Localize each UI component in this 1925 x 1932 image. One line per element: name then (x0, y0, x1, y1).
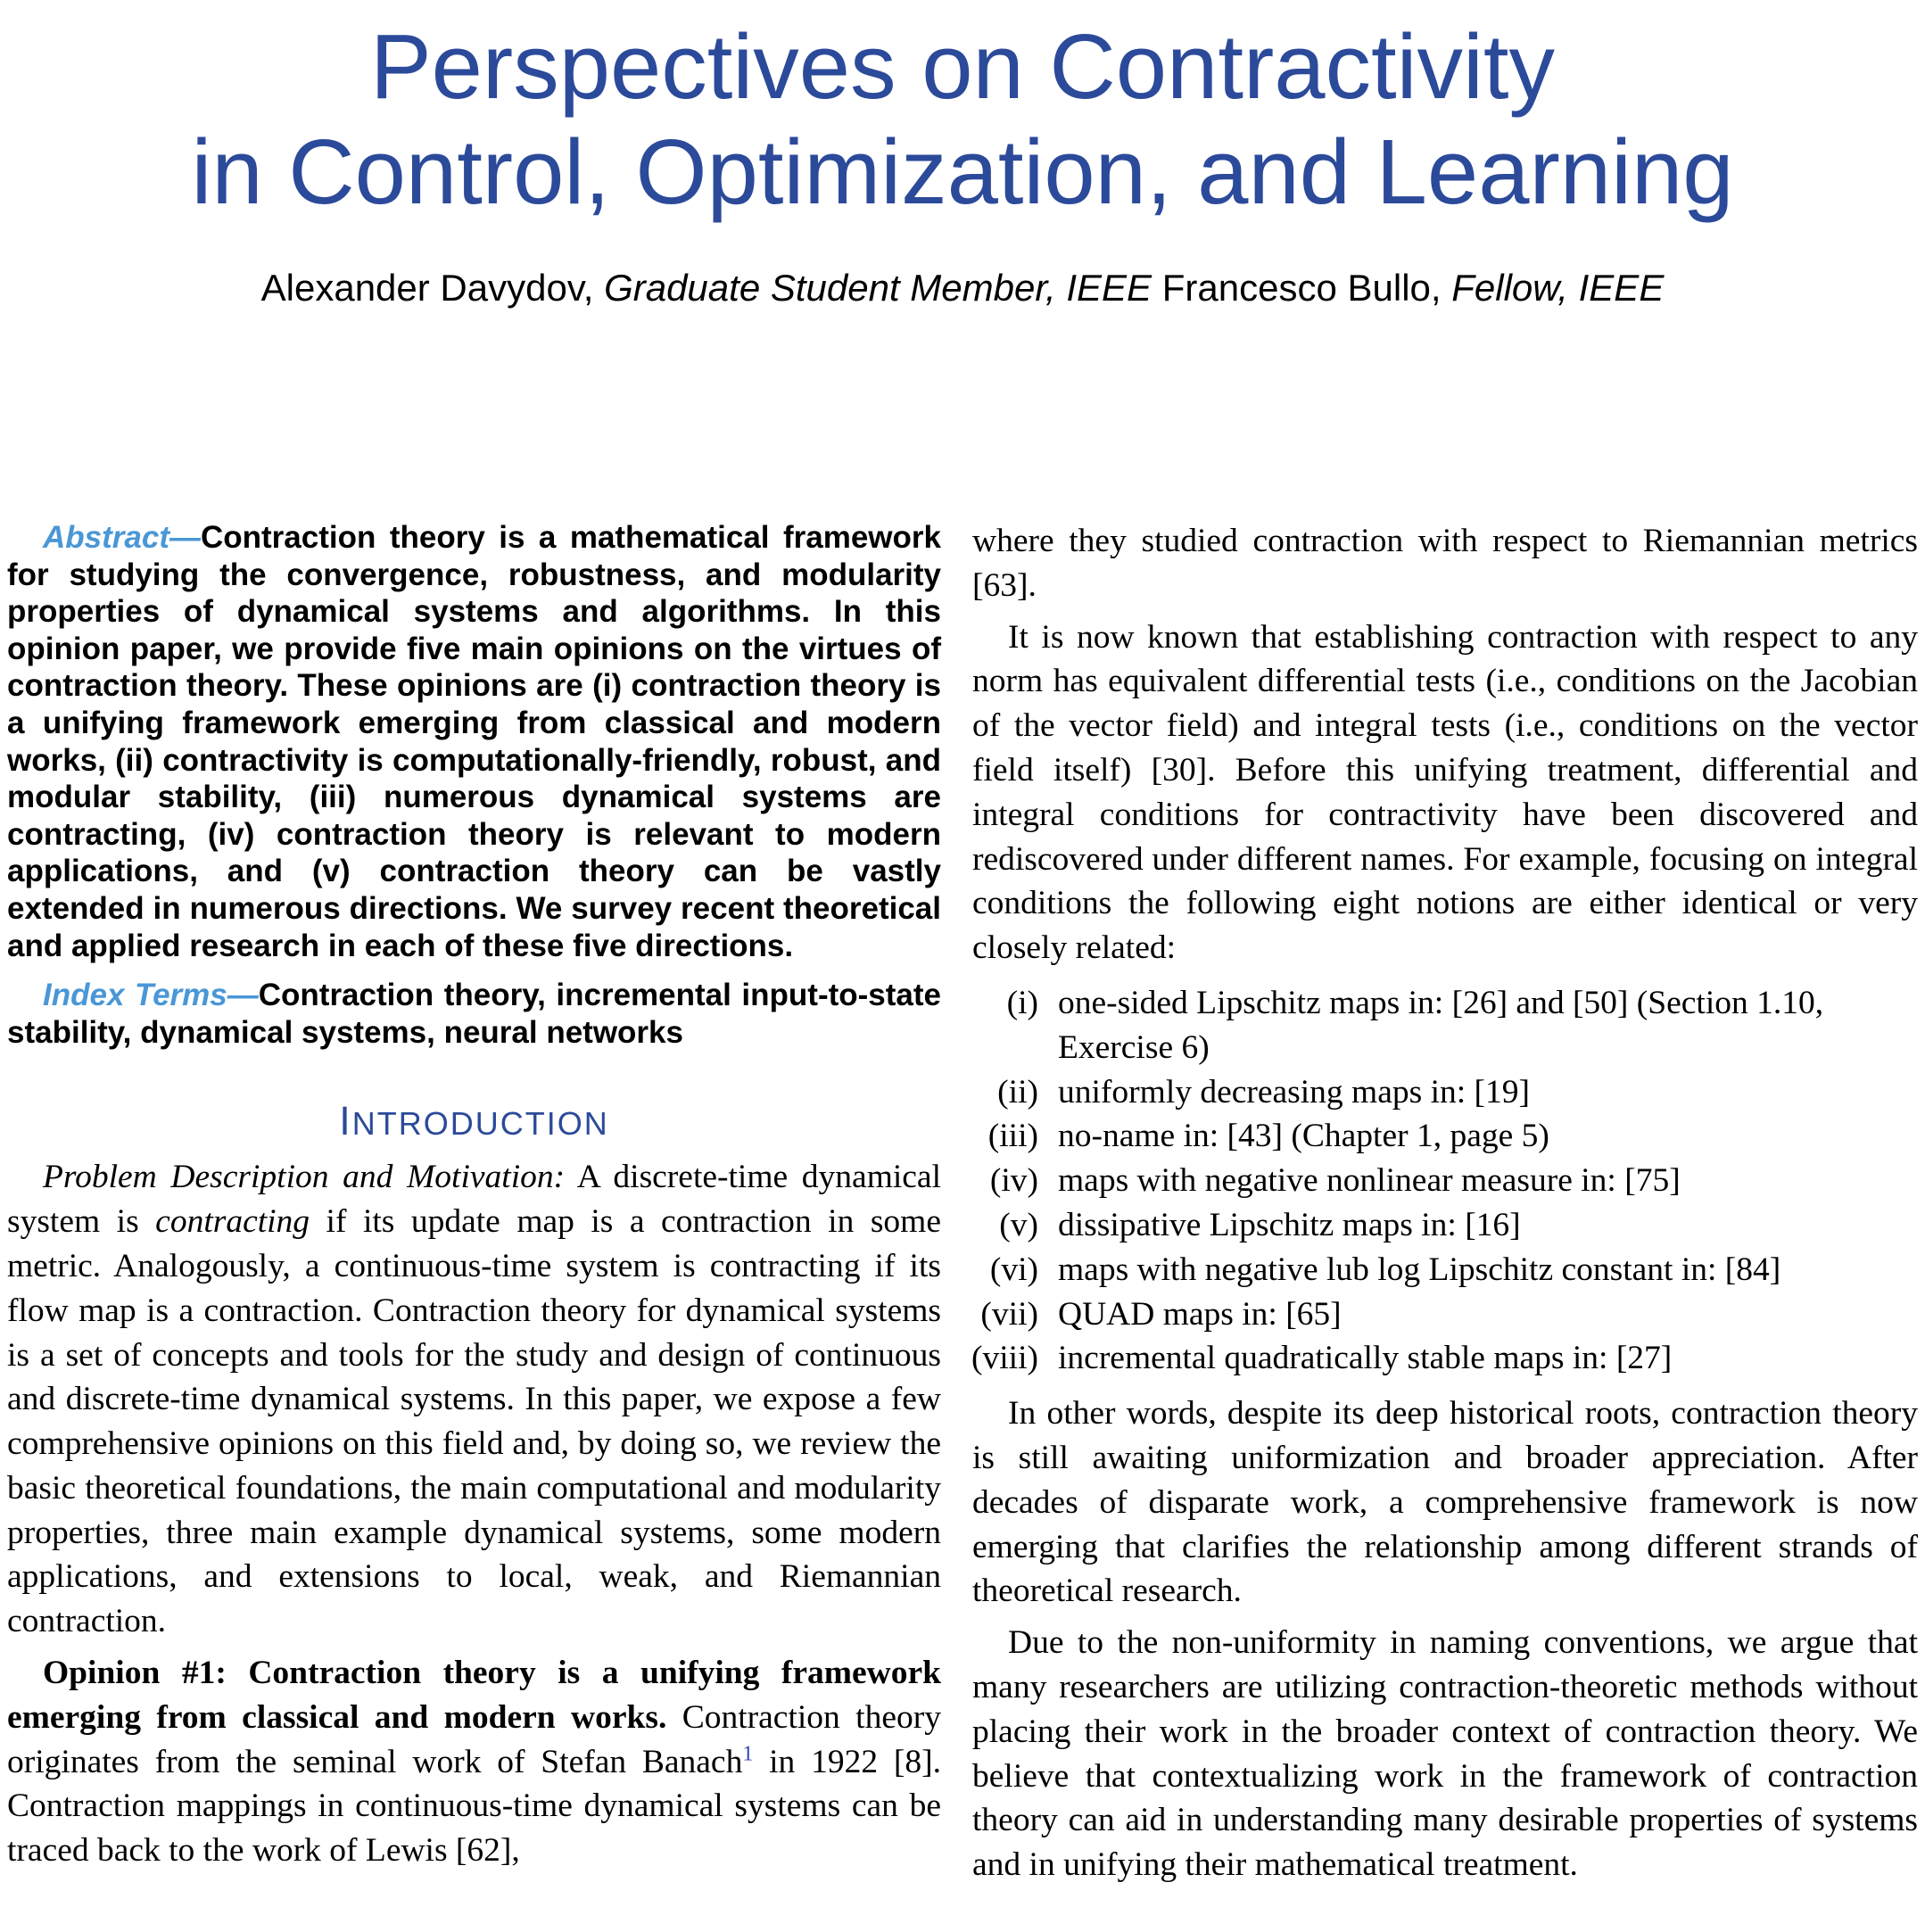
index-terms-label: Index Terms— (43, 978, 259, 1013)
list-item-number: (v) (999, 1206, 1038, 1243)
right-column (972, 519, 1918, 1887)
index-terms-text: Contraction theory, incremental input-to-state stability, dynamical systems, neural networks (7, 978, 941, 1050)
abstract-label: Abstract— (43, 520, 201, 555)
paragraph-lead: Problem Description and Motivation: (43, 1159, 566, 1196)
abstract (7, 519, 941, 964)
list-item (972, 1114, 1918, 1159)
author-2-name: Francesco Bullo, (1161, 267, 1442, 309)
intro-paragraph-2 (7, 1651, 941, 1873)
author-2-role: Fellow, IEEE (1451, 267, 1665, 309)
right-paragraph-3: In other words, despite its deep historical roots, contraction theory is still awaiting uniformization and broader appreciation. After decades of disparate work, a comprehensive framework is now emerging that clarifies the relationship among different strands of theoretical research. (972, 1395, 1918, 1610)
right-paragraph-2: It is now known that establishing contraction with respect to any norm has equivalent differential tests (i.e., conditions on the Jacobian of the vector field) and integral tests (i.e., conditions on the vector field itself) [30]. Before this unifying treatment, differential and integral conditions for contractivity have been discovered and rediscovered under different names. For example, focusing on integral conditions the following eight notions are either identical or very closely related: (972, 618, 1918, 967)
list-item-number: (vi) (989, 1251, 1038, 1288)
right-paragraph-1: where they studied contraction with respect to Riemannian metrics [63]. (972, 523, 1918, 604)
notions-list (972, 981, 1918, 1381)
list-item-text: maps with negative nonlinear measure in: [75] (1058, 1162, 1681, 1200)
author-1-name: Alexander Davydov, (260, 267, 594, 309)
list-item-number: (viii) (971, 1340, 1038, 1377)
list-item-number: (iii) (987, 1118, 1038, 1155)
section-rest: NTRODUCTION (351, 1105, 609, 1143)
right-paragraph-4: Due to the non-uniformity in naming conventions, we argue that many researchers are utilizing contraction-theoretic methods without placing their work in the broader context of contraction theory. We believe that contextualizing work in the framework of contraction theory can aid in understanding many desirable properties of systems and in unifying their mathematical treatment. (972, 1624, 1918, 1884)
index-terms (7, 977, 941, 1051)
section-initial: I (339, 1098, 352, 1144)
list-item-text: incremental quadratically stable maps in: [27] (1058, 1340, 1673, 1377)
intro-paragraph-1 (7, 1155, 941, 1644)
emphasis-text: contracting (155, 1203, 310, 1241)
list-item (972, 1159, 1918, 1203)
paragraph-text: if its update map is a contraction in some metric. Analogously, a continuous-time system is contracting if its flow map is a contraction. Contraction theory for dynamical systems is a set of concepts and tools for the study and design of continuous and discrete-time dynamical systems. In this paper, we expose a few comprehensive opinions on this field and, by doing so, we review the basic theoretical foundations, the main computational and modularity properties, three main example dynamical systems, some modern applications, and extensions to local, weak, and Riemannian contraction. (7, 1203, 941, 1640)
author-line (0, 264, 1925, 312)
opinion-1-heading: Opinion #1: Contraction theory is a unifying framework emerging from classical and modern works. (7, 1655, 941, 1736)
author-1-role: Graduate Student Member, IEEE (604, 267, 1153, 309)
list-item-text: one-sided Lipschitz maps in: [26] and [50] (Section 1.10, Exercise 6) (1058, 984, 1824, 1066)
list-item (972, 1336, 1918, 1381)
paper-title (0, 14, 1925, 225)
list-item-number: (vii) (980, 1295, 1038, 1333)
list-item-text: uniformly decreasing maps in: [19] (1058, 1073, 1531, 1110)
list-item (972, 1203, 1918, 1248)
list-item-text: QUAD maps in: [65] (1058, 1295, 1342, 1333)
list-item (972, 1248, 1918, 1292)
list-item-text: dissipative Lipschitz maps in: [16] (1058, 1206, 1521, 1243)
list-item-number: (i) (1006, 984, 1038, 1021)
paragraph-text: Contraction theory originates from the seminal work of Stefan Banach (7, 1698, 941, 1780)
paragraph-text: in 1922 [8]. Contraction mappings in continuous-time dynamical systems can be traced back to the work of Lewis [62], (7, 1743, 941, 1870)
left-column (7, 519, 941, 1873)
list-item-text: maps with negative lub log Lipschitz constant in: [84] (1058, 1251, 1781, 1288)
abstract-text: Contraction theory is a mathematical framework for studying the convergence, robustness, and modularity properties of dynamical systems and algorithms. In this opinion paper, we provide five main opinions on the virtues of contraction theory. These opinions are (i) contraction theory is a unifying framework emerging from classical and modern works, (ii) contractivity is computationally-friendly, robust, and modular stability, (iii) numerous dynamical systems are contracting, (iv) contraction theory is relevant to modern applications, and (v) contraction theory can be vastly extended in numerous directions. We survey recent theoretical and applied research in each of these five directions. (7, 520, 941, 963)
list-item-text: no-name in: [43] (Chapter 1, page 5) (1058, 1118, 1549, 1155)
list-item (972, 981, 1918, 1070)
section-heading-introduction (7, 1098, 941, 1144)
list-item-number: (iv) (989, 1162, 1038, 1200)
footnote-marker[interactable]: 1 (742, 1742, 754, 1766)
paragraph-text: A discrete-time dynamical system is (7, 1159, 941, 1241)
list-item-number: (ii) (997, 1073, 1038, 1110)
list-item (972, 1070, 1918, 1115)
title-line-2: in Control, Optimization, and Learning (191, 120, 1734, 223)
list-item (972, 1292, 1918, 1337)
title-line-1: Perspectives on Contractivity (369, 15, 1556, 118)
